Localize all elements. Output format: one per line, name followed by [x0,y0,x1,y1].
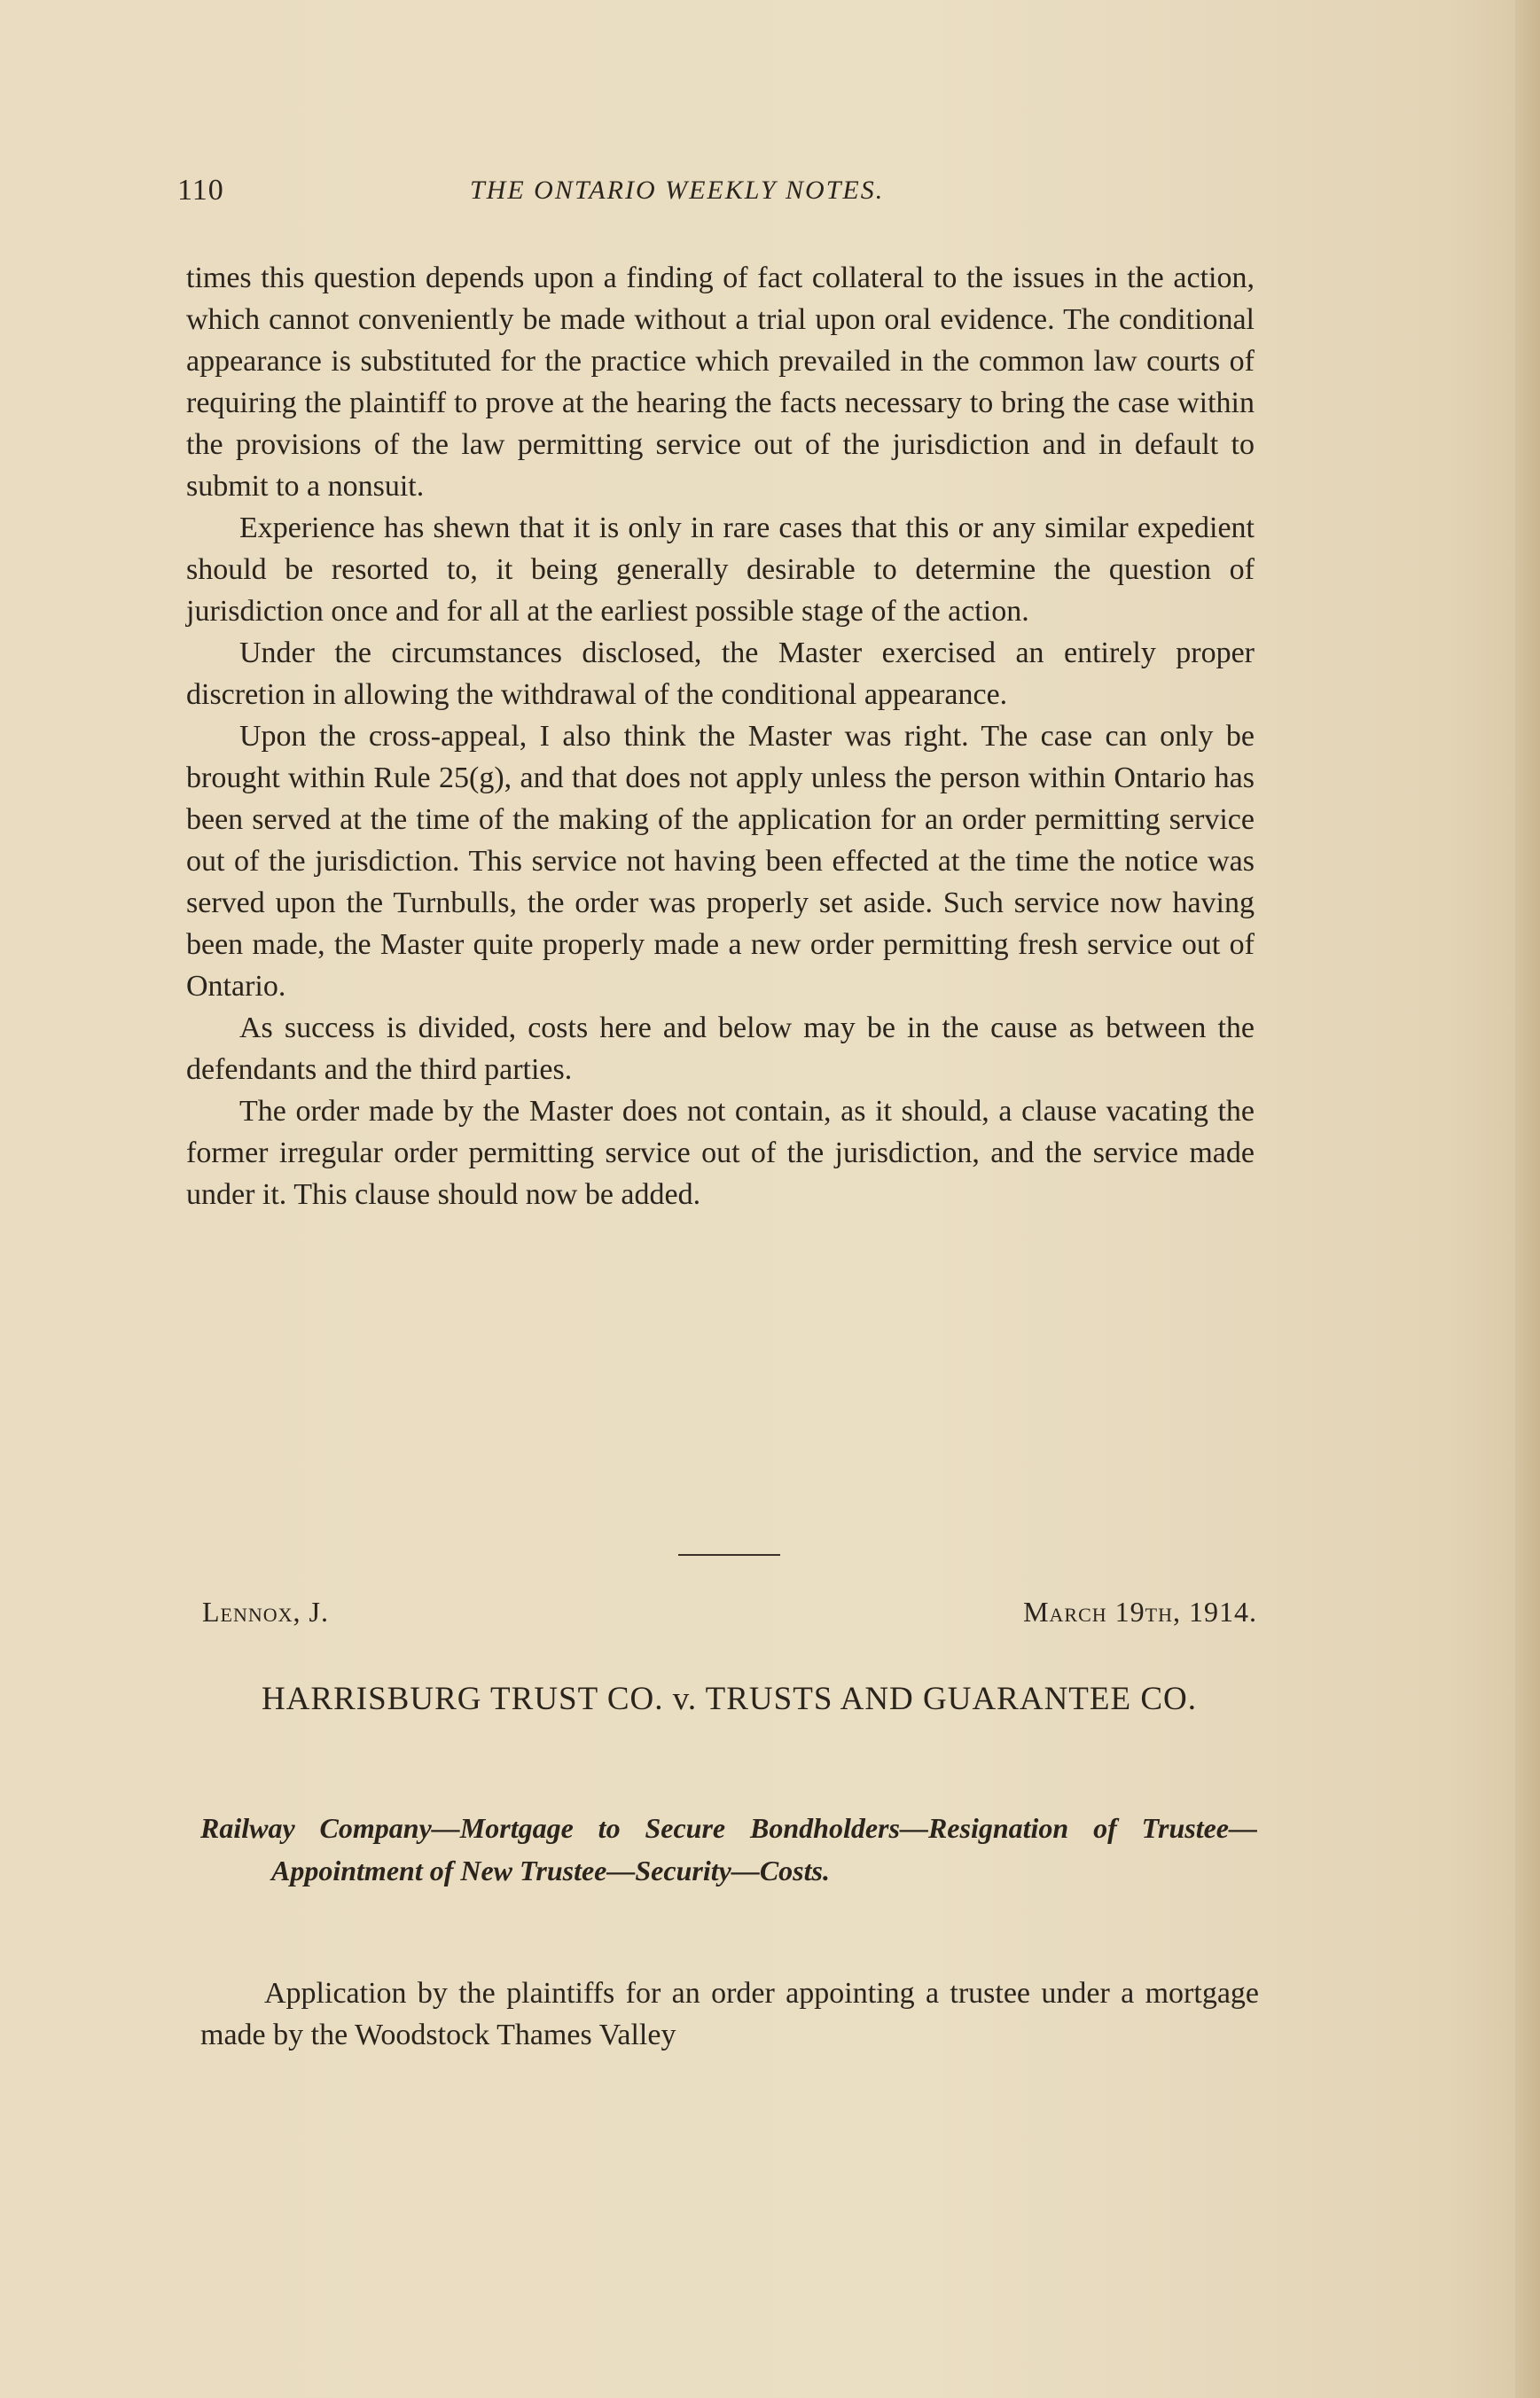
paragraph: Under the circumstances disclosed, the Master exercised an entirely proper discretion in allowing the withdrawal of the conditional appearance. [186,637,1255,711]
case-title: HARRISBURG TRUST CO. v. TRUSTS AND GUARANTEE CO. [261,1681,1198,1717]
paragraph: Experience has shewn that it is only in rare cases that this or any similar expedient should be resorted to, it being generally desirable to determine the question of jurisdiction once and for all at the earliest possible stage of the action. [186,512,1255,628]
case-byline [202,1596,1257,1636]
running-head [177,174,1259,218]
judge-name: Lennox, J. [202,1596,329,1628]
section-divider [678,1554,780,1556]
page-number: 110 [177,174,224,207]
decision-date: March 19th, 1914. [1023,1596,1257,1628]
paragraph: times this question depends upon a finding of fact collateral to the issues in the action, which cannot conveniently be made without a trial upon oral evidence. The conditional appearance is substituted for the practice which prevailed in the common law courts of requiring the plaintiff to prove at the hearing the facts necessary to bring the case within the provisions of the law permitting service out of the jurisdiction and in default to submit to a nonsuit. [186,262,1255,503]
paragraph: The order made by the Master does not contain, as it should, a clause vacating the former irregular order permitting service out of the jurisdiction, and the service made under it. This clause should now be added. [186,1095,1255,1211]
page-edge [1515,0,1540,2398]
running-head-title: THE ONTARIO WEEKLY NOTES. [470,176,885,205]
paragraph: As success is divided, costs here and below may be in the cause as between the defendants and the third parties. [186,1012,1255,1086]
headnote: Railway Company—Mortgage to Secure Bondholders—Resignation of Trustee—Appointment of New Trustee—Security—Costs. [200,1812,1257,1886]
application-paragraph: Application by the plaintiffs for an order appointing a trustee under a mortgage made by the Woodstock Thames Valley [200,1977,1259,2051]
paragraph: Upon the cross-appeal, I also think the Master was right. The case can only be brought within Rule 25(g), and that does not apply unless the person within Ontario has been served at the time of the making of the application for an order permitting service out of the jurisdiction. This service not having been effected at the time the notice was served upon the Turnbulls, the order was properly set aside. Such service now having been made, the Master quite properly made a new order permitting fresh service out of Ontario. [186,720,1255,1003]
body-text [186,257,1255,1215]
